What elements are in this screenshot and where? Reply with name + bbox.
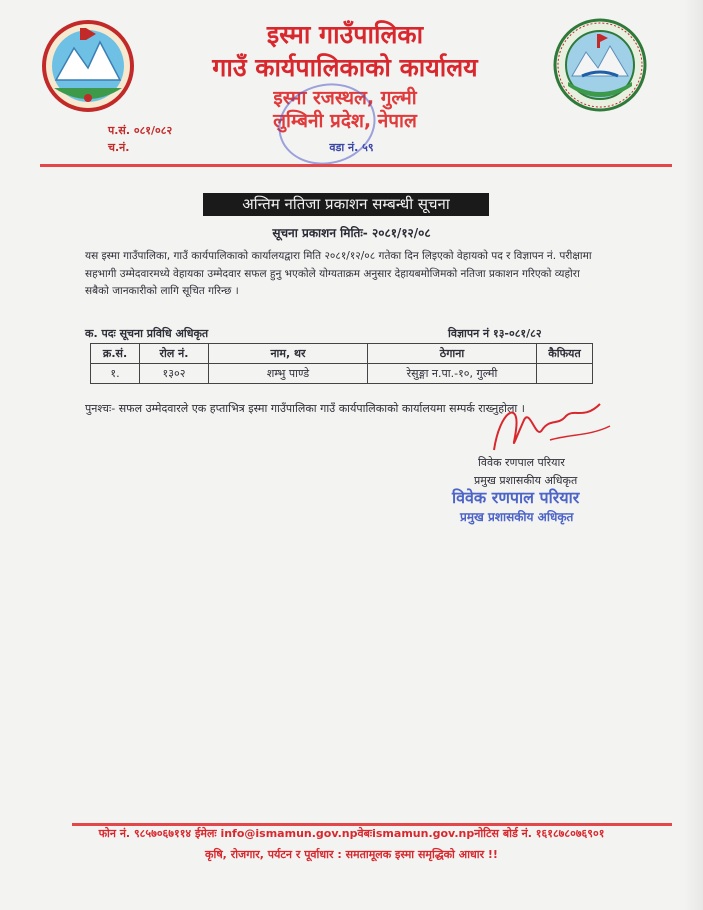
cell-name: शम्भु पाण्डे <box>209 364 368 384</box>
cell-sn: १. <box>91 364 140 384</box>
col-sn: क्र.सं. <box>91 344 140 364</box>
office-address: इस्मा रजस्थल, गुल्मी <box>273 87 417 109</box>
office-name: इस्मा गाउँपालिका <box>266 20 424 49</box>
col-roll: रोल नं. <box>140 344 209 364</box>
notice-date: सूचना प्रकाशन मितिः- २०८१/१२/०८ <box>272 226 431 240</box>
post-label: क. पदः सूचना प्रविधि अधिकृत <box>85 327 209 340</box>
nepal-emblem-icon <box>40 18 136 114</box>
signatory-title: प्रमुख प्रशासकीय अधिकृत <box>474 474 578 487</box>
ward-number: वडा नं. ५९ <box>329 141 374 154</box>
col-address: ठेगाना <box>368 344 537 364</box>
header-divider <box>40 164 672 167</box>
notice-title: अन्तिम नतिजा प्रकाशन सम्बन्धी सूचना <box>203 193 489 216</box>
footer-contact: फोन नं. ९८५७०६७११४ ईमेलः info@ismamun.gov.npवेबःismamun.gov.npनोटिस बोर्ड नं. १६१८७८०७६९०१ <box>98 827 605 840</box>
col-remarks: कैफियत <box>537 344 593 364</box>
advertisement-number: विज्ञापन नं १३-०८१/८२ <box>448 327 542 340</box>
table-header-row <box>91 344 593 364</box>
notice-paragraph: यस इस्मा गाउँपालिका, गाउँ कार्यपालिकाको कार्यालयद्वारा मिति २०८१/१२/०८ गतेका दिन लिइएको वेहायको पद र विज्ञापन नं. परीक्षामा सहभागी उम्मेदवारमध्ये वेहायका उम्मेदवार सफल हुनु भएकोले योग्यताक्रम अनुसार देहायबमोजिमको नतिजा प्रकाशन गरिएको व्यहोरा सबैको जानकारीको लागि सूचित गरिन्छ । <box>85 250 592 297</box>
signatory-name: विवेक रणपाल परियार <box>478 456 565 469</box>
table-row <box>91 364 593 384</box>
office-province: लुम्बिनी प्रदेश, नेपाल <box>273 110 417 132</box>
signatory-stamp-title: प्रमुख प्रशासकीय अधिकृत <box>460 510 574 524</box>
reference-number: प.सं. ०८१/०८२ <box>108 124 173 137</box>
scan-edge <box>684 0 703 910</box>
cell-remarks <box>537 364 593 384</box>
result-table <box>90 343 593 384</box>
cell-roll: १३०२ <box>140 364 209 384</box>
office-subtitle: गाउँ कार्यपालिकाको कार्यालय <box>212 53 478 82</box>
dispatch-number: च.नं. <box>108 141 130 154</box>
footer-slogan: कृषि, रोजगार, पर्यटन र पूर्वाधार : समतामूलक इस्मा समृद्धिको आधार !! <box>205 848 498 861</box>
postscript: पुनश्चः- सफल उम्मेदवारले एक हप्ताभित्र इस्मा गाउँपालिका गाउँ कार्यपालिकाको कार्यालयमा सम्पर्क राख्नुहोला । <box>85 402 525 415</box>
col-name: नाम, थर <box>209 344 368 364</box>
signatory-stamp-name: विवेक रणपाल परियार <box>452 488 580 507</box>
municipality-logo-icon <box>552 16 648 114</box>
cell-address: रेसुङ्गा न.पा.-१०, गुल्मी <box>368 364 537 384</box>
